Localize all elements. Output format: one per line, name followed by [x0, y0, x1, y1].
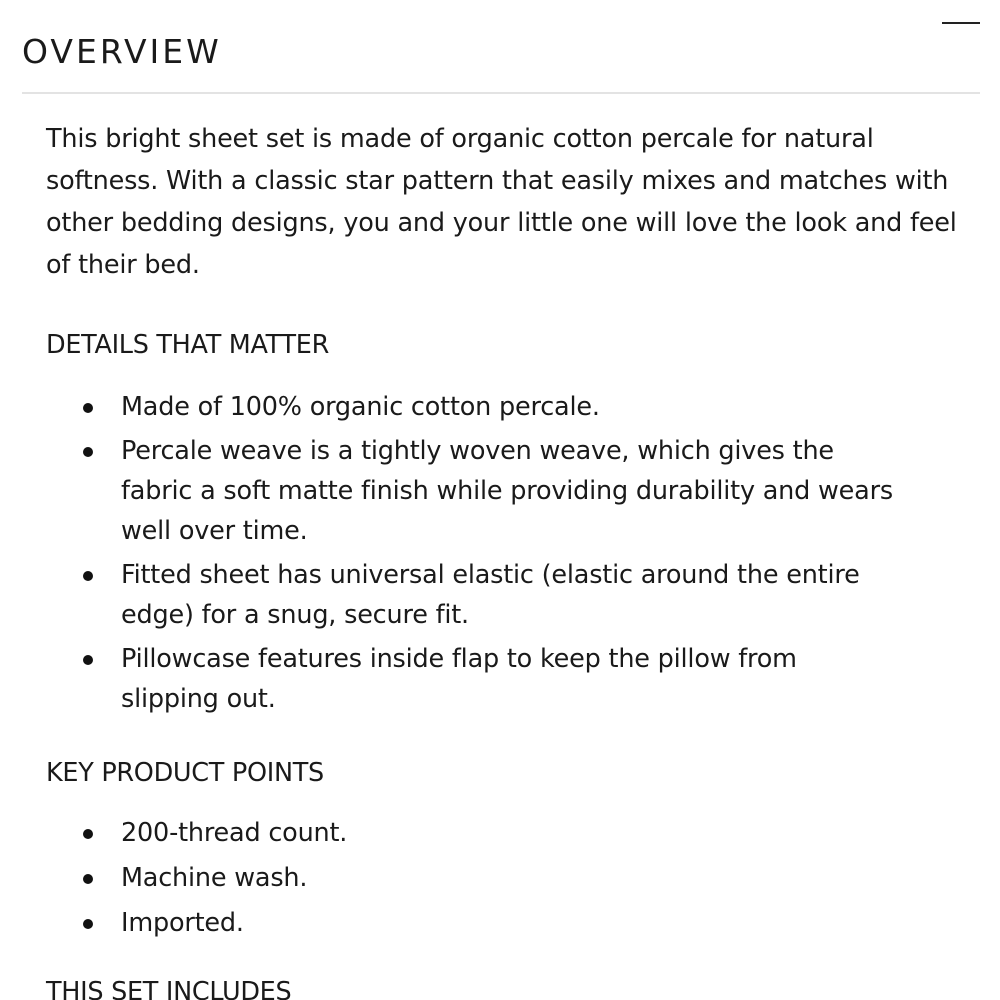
bullet-icon [83, 403, 93, 413]
list-item-text: Pillowcase features inside flap to keep the pillow from slipping out. [121, 644, 797, 714]
list-item [46, 813, 901, 853]
overview-accordion-header[interactable] [22, 0, 980, 94]
overview-content [46, 118, 976, 1000]
overview-title: OVERVIEW [22, 32, 222, 72]
overview-intro-text: This bright sheet set is made of organic cotton percale for natural softness. With a classic star pattern that easily mixes and matches with other bedding designs, you and your little one will love the look and feel of their bed. [46, 124, 957, 280]
list-item [46, 639, 901, 719]
list-item-text: Imported. [121, 908, 244, 938]
list-item [46, 555, 901, 635]
list-item [46, 431, 901, 551]
set-includes-heading: THIS SET INCLUDES [46, 977, 292, 1000]
list-item-text: Made of 100% organic cotton percale. [121, 392, 600, 422]
list-item [46, 858, 901, 898]
key-points-list [46, 813, 976, 943]
bullet-icon [83, 571, 93, 581]
bullet-icon [83, 829, 93, 839]
list-item [46, 387, 901, 427]
bullet-icon [83, 447, 93, 457]
bullet-icon [83, 655, 93, 665]
details-heading: DETAILS THAT MATTER [46, 330, 330, 360]
bullet-icon [83, 919, 93, 929]
list-item-text: Percale weave is a tightly woven weave, which gives the fabric a soft matte finish while providing durability and wears well over time. [121, 436, 893, 546]
details-list [46, 387, 976, 719]
list-item-text: Machine wash. [121, 863, 308, 893]
minus-icon[interactable] [942, 22, 980, 24]
list-item-text: Fitted sheet has universal elastic (elastic around the entire edge) for a snug, secure fit. [121, 560, 860, 630]
list-item-text: 200-thread count. [121, 818, 348, 848]
list-item [46, 903, 901, 943]
key-points-heading: KEY PRODUCT POINTS [46, 758, 324, 788]
bullet-icon [83, 874, 93, 884]
